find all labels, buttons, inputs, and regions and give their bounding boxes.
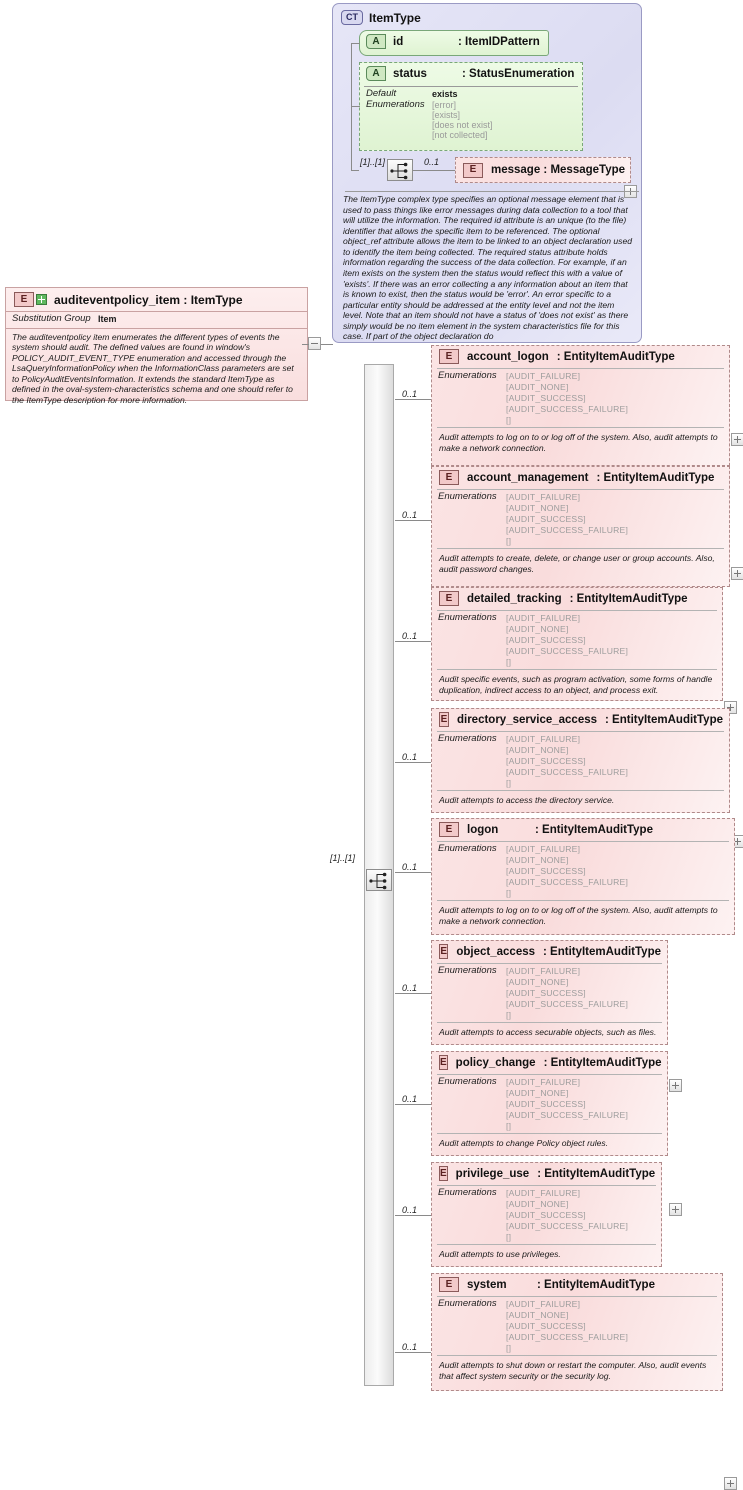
enum-value: [] — [506, 1343, 512, 1353]
enum-value: [AUDIT_FAILURE] — [506, 734, 581, 744]
element-policy_change[interactable] — [431, 1051, 668, 1156]
attribute-icon: A — [366, 34, 386, 49]
attribute-status-facets — [360, 89, 582, 140]
enum-value: [] — [506, 415, 512, 425]
enum-value: [AUDIT_SUCCESS] — [506, 514, 586, 524]
enum-value: [does not exist] — [432, 119, 493, 130]
enum-value: [AUDIT_NONE] — [506, 1088, 569, 1098]
sequence-compositor-icon[interactable] — [387, 159, 413, 181]
enum-value: [AUDIT_FAILURE] — [506, 371, 581, 381]
element-type: : EntityItemAuditType — [535, 823, 653, 836]
enumeration-values — [506, 371, 729, 426]
divider — [437, 489, 724, 490]
substitution-group-row — [6, 314, 307, 325]
enumerations-block — [432, 1077, 667, 1132]
enum-value: [exists] — [432, 109, 461, 120]
enum-value: [AUDIT_SUCCESS_FAILURE] — [506, 1110, 629, 1120]
element-detailed_tracking[interactable] — [431, 587, 723, 701]
element-documentation: Audit attempts to access the directory service. — [439, 795, 615, 805]
divider — [437, 963, 662, 964]
enumerations-label: Enumerations — [438, 370, 497, 381]
enum-value: [] — [506, 1010, 512, 1020]
enum-value: [AUDIT_FAILURE] — [506, 613, 581, 623]
enum-value: [AUDIT_SUCCESS_FAILURE] — [506, 767, 629, 777]
connector-root-out — [302, 344, 309, 345]
divider — [437, 1074, 662, 1075]
divider — [6, 311, 307, 312]
e-icon: E — [439, 944, 448, 959]
enumeration-values — [506, 1077, 667, 1132]
enum-value: [AUDIT_SUCCESS] — [506, 866, 586, 876]
enumerations-label: Enumerations — [438, 965, 497, 976]
enum-value: [AUDIT_SUCCESS] — [506, 988, 586, 998]
element-name: logon — [467, 823, 499, 836]
enumerations-label: Enumerations — [438, 843, 497, 854]
ct-icon: CT — [341, 10, 363, 25]
expander-account_logon[interactable] — [731, 433, 743, 446]
element-documentation: Audit specific events, such as program activation, some forms of handle duplication, indirect access to an object, and process exit. — [439, 674, 713, 695]
element-head — [432, 941, 667, 962]
main-sequence-compositor-icon[interactable] — [366, 869, 392, 891]
enumerations-label: Enumerations — [438, 1298, 497, 1309]
enum-value: [AUDIT_FAILURE] — [506, 492, 581, 502]
default-value: exists — [432, 89, 458, 99]
enumeration-values — [506, 1188, 661, 1243]
substitution-group-value: Item — [98, 314, 117, 324]
enum-value: [AUDIT_NONE] — [506, 382, 569, 392]
connector-rail — [351, 43, 352, 171]
element-name: system — [467, 1278, 507, 1291]
enum-value: [AUDIT_FAILURE] — [506, 966, 581, 976]
element-name: account_logon — [467, 350, 549, 363]
element-message-name: message : MessageType — [491, 164, 626, 176]
element-documentation: Audit attempts to log on to or log off of the system. Also, audit attempts to make a network connection. — [439, 432, 718, 453]
element-name: directory_service_access — [456, 713, 598, 726]
connector-status — [351, 106, 360, 107]
root-element-head — [6, 288, 307, 311]
element-account_logon[interactable] — [431, 345, 730, 466]
enumeration-values — [506, 966, 667, 1021]
cardinality: 0..1 — [402, 389, 418, 399]
element-account_management[interactable] — [431, 466, 730, 587]
enum-value: [AUDIT_SUCCESS_FAILURE] — [506, 1221, 629, 1231]
element-object_access[interactable] — [431, 940, 668, 1045]
element-type: : EntityItemAuditType — [556, 350, 675, 363]
e-icon: E — [439, 1055, 448, 1070]
enum-value: [AUDIT_FAILURE] — [506, 1077, 581, 1087]
element-type: : EntityItemAuditType — [537, 1278, 655, 1291]
element-head — [432, 819, 734, 840]
enum-value: [AUDIT_SUCCESS] — [506, 1099, 586, 1109]
enum-value: [AUDIT_SUCCESS] — [506, 1210, 586, 1220]
complextype-title — [341, 10, 421, 25]
connector-message — [413, 170, 455, 171]
enumerations-label: Enumerations — [438, 733, 497, 744]
enum-value: [AUDIT_SUCCESS] — [506, 756, 586, 766]
enumerations-block — [432, 613, 722, 668]
attribute-icon: A — [366, 66, 386, 81]
root-element-name: auditeventpolicy_item : ItemType — [54, 292, 243, 307]
divider — [437, 900, 729, 901]
enum-value: [AUDIT_SUCCESS_FAILURE] — [506, 999, 629, 1009]
enumerations-block — [432, 492, 729, 547]
enumeration-values — [506, 1299, 722, 1354]
expander-system[interactable] — [724, 1477, 737, 1490]
enum-value: [AUDIT_FAILURE] — [506, 1299, 581, 1309]
element-type: : EntityItemAuditType — [537, 1167, 656, 1180]
element-type: : EntityItemAuditType — [569, 592, 688, 605]
complextype-name: ItemType — [369, 10, 421, 25]
cardinality: 0..1 — [402, 631, 418, 641]
enumerations-label: Enumerations — [438, 1187, 497, 1198]
e-icon: E — [439, 822, 459, 837]
enum-value: [] — [506, 1232, 512, 1242]
element-head — [432, 1163, 661, 1184]
enum-value: [] — [506, 888, 512, 898]
enum-value: [AUDIT_NONE] — [506, 855, 569, 865]
enumeration-values — [506, 613, 722, 668]
attribute-status-head — [360, 63, 582, 84]
e-icon: E — [439, 712, 449, 727]
enumerations-label: Enumerations — [438, 491, 497, 502]
divider — [437, 790, 724, 791]
element-message[interactable] — [455, 157, 631, 183]
element-privilege_use[interactable] — [431, 1162, 662, 1267]
connector-root-to-ct — [321, 344, 333, 345]
element-type: : EntityItemAuditType — [596, 471, 715, 484]
enum-value: [] — [506, 536, 512, 546]
element-head — [432, 346, 729, 367]
divider — [437, 1296, 717, 1297]
enum-value: [] — [506, 1121, 512, 1131]
element-documentation: Audit attempts to shut down or restart the computer. Also, audit events that affect system security or the security log. — [439, 1360, 707, 1381]
element-documentation: Audit attempts to change Policy object rules. — [439, 1138, 609, 1148]
complextype-itemtype[interactable] — [332, 3, 642, 343]
expander-policy_change[interactable] — [669, 1203, 682, 1216]
enum-value: [] — [506, 657, 512, 667]
enumeration-values — [506, 734, 729, 789]
complextype-documentation: The ItemType complex type specifies an optional message element that is used to pass things like error messages during data collection to a tool that will utilize the information. The required id attribute is an unique (to the file) identifier that allows the specific item to be referenced. The optional object_ref attribute allows the item to be linked to an object declaration used to identify the item being collected. The required status attribute holds information regarding the success of the data collection. For example, if an item exists on the system then the status would reflect this with a value of 'exists'. If there was an error collecting a any information about an item that is known to exist, then the status would be 'error'. An error specific to a particular entity should be addressed at the entity level and not the item level. Note that an item should not have a status of 'does not exist' as there simply would be no item element in the system characteristics file for this case. If part of the object declaration do — [343, 194, 633, 342]
element-name: account_management — [467, 471, 589, 484]
enum-value: [AUDIT_SUCCESS_FAILURE] — [506, 646, 629, 656]
enum-value: [AUDIT_SUCCESS_FAILURE] — [506, 1332, 629, 1342]
attribute-id[interactable] — [359, 30, 549, 56]
enum-value: [AUDIT_NONE] — [506, 745, 569, 755]
enumeration-values — [506, 844, 734, 899]
enumerations-block — [432, 966, 667, 1021]
attribute-id-type: : ItemIDPattern — [458, 35, 540, 48]
cardinality: 0..1 — [402, 1094, 418, 1104]
divider — [437, 427, 724, 428]
element-documentation: Audit attempts to use privileges. — [439, 1249, 561, 1259]
element-system[interactable] — [431, 1273, 723, 1391]
message-cardinality: 0..1 — [424, 157, 440, 167]
element-head — [432, 467, 729, 488]
expander-collapse-root[interactable] — [308, 337, 321, 350]
attribute-status-name: status — [393, 67, 427, 80]
element-type: : EntityItemAuditType — [543, 945, 661, 958]
enumeration-values — [506, 492, 729, 547]
e-icon: E — [439, 470, 459, 485]
enum-value: [AUDIT_SUCCESS] — [506, 393, 586, 403]
element-head — [432, 1274, 722, 1295]
divider — [437, 1244, 656, 1245]
status-enumerations — [432, 100, 582, 140]
connector-sequence — [351, 170, 359, 171]
enum-value: [AUDIT_NONE] — [506, 624, 569, 634]
enum-value: [AUDIT_NONE] — [506, 1199, 569, 1209]
element-name: privilege_use — [455, 1167, 530, 1180]
cardinality: 0..1 — [402, 1342, 418, 1352]
enum-value: [error] — [432, 99, 457, 110]
element-name: object_access — [456, 945, 536, 958]
enum-value: [AUDIT_NONE] — [506, 977, 569, 987]
divider — [437, 669, 717, 670]
expander-object_access[interactable] — [669, 1079, 682, 1092]
enum-value: [AUDIT_SUCCESS_FAILURE] — [506, 525, 629, 535]
cardinality: 0..1 — [402, 752, 418, 762]
enumerations-block — [432, 844, 734, 899]
element-head — [432, 709, 729, 730]
divider — [437, 610, 717, 611]
enum-value: [] — [506, 778, 512, 788]
element-directory_service_access[interactable] — [431, 708, 730, 813]
expander-account_management[interactable] — [731, 567, 743, 580]
enum-value: [AUDIT_NONE] — [506, 503, 569, 513]
root-element-documentation: The auditeventpolicy item enumerates the different types of events the system should audit. The defined values are found in window's POLICY_AUDIT_EVENT_TYPE enumeration and accessed through the LsaQueryInformationPolicy when the InformationClass parameters are set to PolicyAuditEventsInformation. It extends the standard ItemType as defined in the oval-system-characteristics schema and one should refer to the ItemType description for more information. — [12, 331, 294, 405]
enumerations-label: Enumerations — [366, 98, 425, 110]
enumerations-label: Enumerations — [438, 1076, 497, 1087]
enum-value: [AUDIT_SUCCESS_FAILURE] — [506, 877, 629, 887]
element-type: : EntityItemAuditType — [543, 1056, 662, 1069]
attribute-status[interactable] — [359, 62, 583, 151]
e-icon: E — [14, 292, 34, 307]
enum-value: [AUDIT_FAILURE] — [506, 1188, 581, 1198]
default-label: Default — [366, 88, 397, 99]
attribute-status-type: : StatusEnumeration — [462, 67, 575, 80]
element-documentation: Audit attempts to access securable objects, such as files. — [439, 1027, 657, 1037]
enumerations-block — [432, 1299, 722, 1354]
cardinality: 0..1 — [402, 1205, 418, 1215]
element-documentation: Audit attempts to log on to or log off of the system. Also, audit attempts to make a network connection. — [439, 905, 718, 926]
attribute-id-name: id — [393, 35, 404, 48]
inner-sequence-occurrence: [1]..[1] — [360, 157, 386, 167]
element-type: : EntityItemAuditType — [605, 713, 723, 726]
substitution-group-label: Substitution Group — [12, 313, 91, 324]
enum-value: [AUDIT_SUCCESS] — [506, 1321, 586, 1331]
element-logon[interactable] — [431, 818, 735, 935]
element-message-head — [456, 160, 631, 181]
element-head — [432, 1052, 667, 1073]
enum-value: [AUDIT_SUCCESS] — [506, 635, 586, 645]
divider — [437, 1133, 662, 1134]
element-head — [432, 588, 722, 609]
enumerations-label: Enumerations — [438, 612, 497, 623]
main-sequence-occurrence: [1]..[1] — [330, 853, 356, 863]
divider — [437, 1355, 717, 1356]
enum-value: [AUDIT_FAILURE] — [506, 844, 581, 854]
enumerations-block — [432, 371, 729, 426]
attribute-id-head — [360, 31, 548, 52]
e-icon: E — [439, 1166, 448, 1181]
enumerations-block — [432, 1188, 661, 1243]
divider — [437, 1022, 662, 1023]
element-name: policy_change — [455, 1056, 536, 1069]
divider — [364, 86, 578, 87]
enum-value: [AUDIT_SUCCESS_FAILURE] — [506, 404, 629, 414]
cardinality: 0..1 — [402, 862, 418, 872]
enumerations-block — [432, 734, 729, 789]
element-auditeventpolicy-item[interactable] — [5, 287, 308, 405]
cardinality: 0..1 — [402, 983, 418, 993]
divider — [437, 841, 729, 842]
element-name: detailed_tracking — [467, 592, 562, 605]
element-documentation: Audit attempts to create, delete, or change user or group accounts. Also, audit password changes. — [439, 553, 715, 574]
divider — [437, 1185, 656, 1186]
e-icon: E — [439, 1277, 459, 1292]
e-icon: E — [463, 163, 483, 178]
substitution-plus-icon — [36, 294, 47, 305]
cardinality: 0..1 — [402, 510, 418, 520]
e-icon: E — [439, 349, 459, 364]
divider — [437, 368, 724, 369]
divider — [437, 731, 724, 732]
e-icon: E — [439, 591, 459, 606]
enum-value: [AUDIT_NONE] — [506, 1310, 569, 1320]
enum-value: [not collected] — [432, 129, 488, 140]
divider — [437, 548, 724, 549]
connector-id — [351, 43, 360, 44]
